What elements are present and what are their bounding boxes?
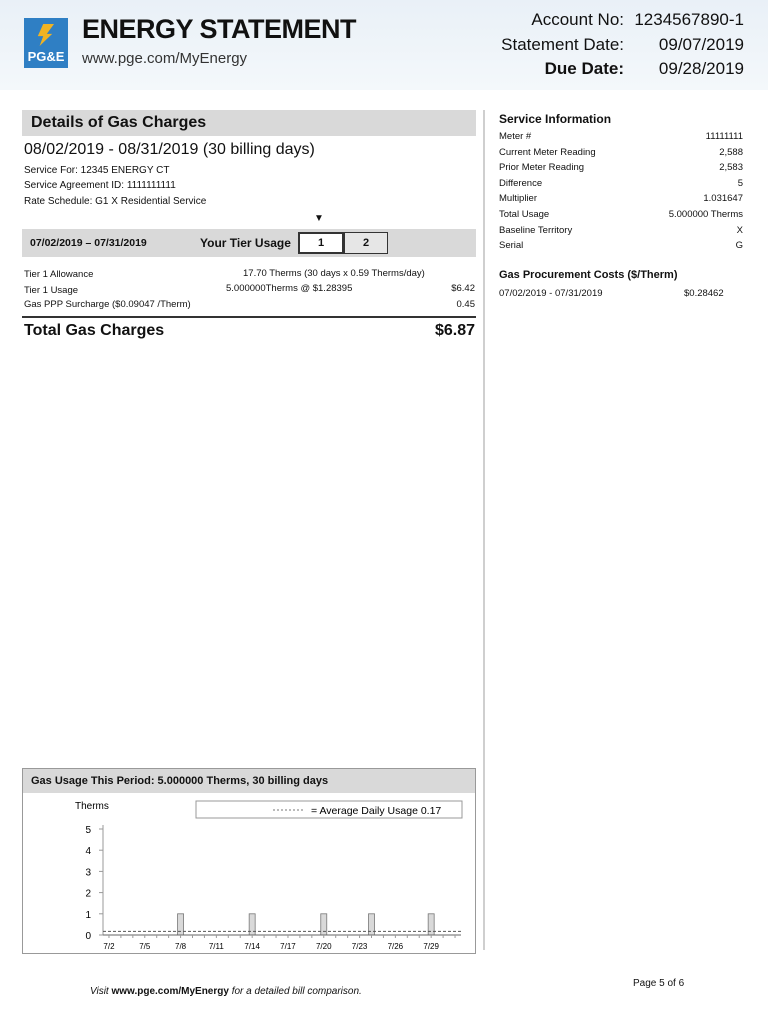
service-info-label: Total Usage [499, 209, 550, 220]
y-tick-label: 2 [85, 888, 91, 900]
y-tick-label: 4 [85, 846, 91, 858]
y-tick-label: 5 [85, 825, 91, 836]
chart-title-bar [23, 769, 475, 793]
logo-text: PG&E [27, 49, 65, 64]
footer-prefix: Visit [90, 986, 112, 997]
service-info-value: 2,588 [719, 146, 743, 158]
tier-usage-bar [22, 229, 476, 257]
legend-label: = Average Daily Usage 0.17 [311, 805, 442, 817]
service-for: Service For: 12345 ENERGY CT [24, 165, 170, 176]
footer-note [90, 986, 362, 997]
service-info-label: Meter # [499, 131, 532, 142]
gas-usage-chart [22, 768, 476, 954]
charge-line-amount: $6.42 [451, 283, 475, 294]
x-tick-label: 7/26 [387, 942, 404, 951]
charge-line-label: Tier 1 Allowance [24, 269, 94, 280]
x-tick-label: 7/23 [351, 942, 368, 951]
statement-date-label: Statement Date: [501, 35, 624, 54]
x-tick-label: 7/11 [208, 942, 224, 951]
x-tick-label: 7/14 [244, 942, 260, 951]
x-tick-label: 7/8 [175, 942, 187, 951]
service-info-label: Multiplier [499, 193, 538, 205]
service-info-value: 5.000000 Therms [668, 209, 743, 220]
x-tick-label: 7/5 [139, 942, 151, 951]
service-info-label: Difference [499, 177, 543, 189]
charge-line-detail: 5.000000Therms @ $1.28395 [226, 283, 353, 294]
tier-bar-dates: 07/02/2019 – 07/31/2019 [30, 237, 147, 249]
service-info-value: 11111111 [705, 131, 743, 142]
x-tick-label: 7/29 [423, 942, 439, 951]
page-number: Page 5 of 6 [633, 978, 685, 989]
statement-date-value: 09/07/2019 [658, 35, 744, 54]
service-info-value: G [735, 240, 743, 252]
chart-title: Gas Usage This Period: 5.000000 Therms, 30 billing days [31, 775, 329, 787]
y-axis-label: Therms [75, 801, 109, 812]
procurement-period: 07/02/2019 - 07/31/2019 [499, 288, 603, 299]
y-tick-label: 1 [85, 909, 91, 921]
procurement-title: Gas Procurement Costs ($/Therm) [499, 269, 678, 281]
account-number-label: Account No: [531, 10, 624, 29]
due-date-label: Due Date: [544, 59, 624, 78]
lightning-bolt-icon [36, 24, 54, 46]
charge-line-label: Gas PPP Surcharge ($0.09047 /Therm) [24, 299, 191, 310]
x-tick-label: 7/17 [280, 942, 296, 951]
rate-schedule: Rate Schedule: G1 X Residential Service [24, 196, 207, 207]
header-url[interactable]: www.pge.com/MyEnergy [82, 50, 248, 67]
footer-link[interactable]: www.pge.com/MyEnergy [111, 986, 229, 997]
service-info-value: X [736, 224, 743, 236]
charge-line-amount: 0.45 [456, 299, 475, 310]
tier-2-number: 2 [362, 237, 370, 249]
tier-2-box [344, 232, 388, 254]
footer-suffix: for a detailed bill comparison. [228, 986, 362, 997]
column-divider [483, 110, 485, 950]
procurement-value: $0.28462 [684, 288, 724, 299]
service-info-label: Serial [499, 240, 524, 252]
tier-1-box [298, 232, 344, 254]
service-agreement-id: Service Agreement ID: 1111111111 [24, 180, 176, 191]
gas-section-title: Details of Gas Charges [31, 114, 207, 131]
usage-bar-chart [23, 793, 475, 953]
tier-marker-icon: ▼ [314, 213, 324, 224]
billing-period: 08/02/2019 - 08/31/2019 (30 billing days) [24, 141, 315, 158]
total-gas-charges-value: $6.87 [434, 322, 475, 339]
service-info-value: 1.031647 [703, 193, 743, 205]
charge-line-label: Tier 1 Usage [24, 285, 79, 296]
total-divider [22, 316, 476, 318]
due-date-value: 09/28/2019 [658, 59, 744, 78]
x-tick-label: 7/2 [103, 942, 115, 951]
charge-line-detail: 17.70 Therms (30 days x 0.59 Therms/day) [243, 268, 425, 279]
service-info-label: Current Meter Reading [499, 146, 596, 158]
tier-usage-label: Your Tier Usage [200, 236, 291, 250]
service-info-value: 2,583 [719, 162, 743, 174]
service-info-title: Service Information [499, 112, 612, 126]
total-gas-charges-label: Total Gas Charges [24, 322, 165, 339]
y-tick-label: 3 [85, 867, 91, 879]
statement-title: ENERGY STATEMENT [82, 14, 357, 44]
gas-section-bar [22, 110, 476, 136]
service-info-label: Prior Meter Reading [499, 162, 585, 174]
pge-logo [24, 18, 68, 68]
x-tick-label: 7/20 [315, 942, 332, 951]
account-number-value: 1234567890-1 [634, 10, 744, 29]
tier-1-number: 1 [317, 237, 325, 249]
y-tick-label: 0 [85, 931, 91, 942]
service-info-value: 5 [737, 177, 743, 189]
service-info-label: Baseline Territory [499, 224, 573, 236]
